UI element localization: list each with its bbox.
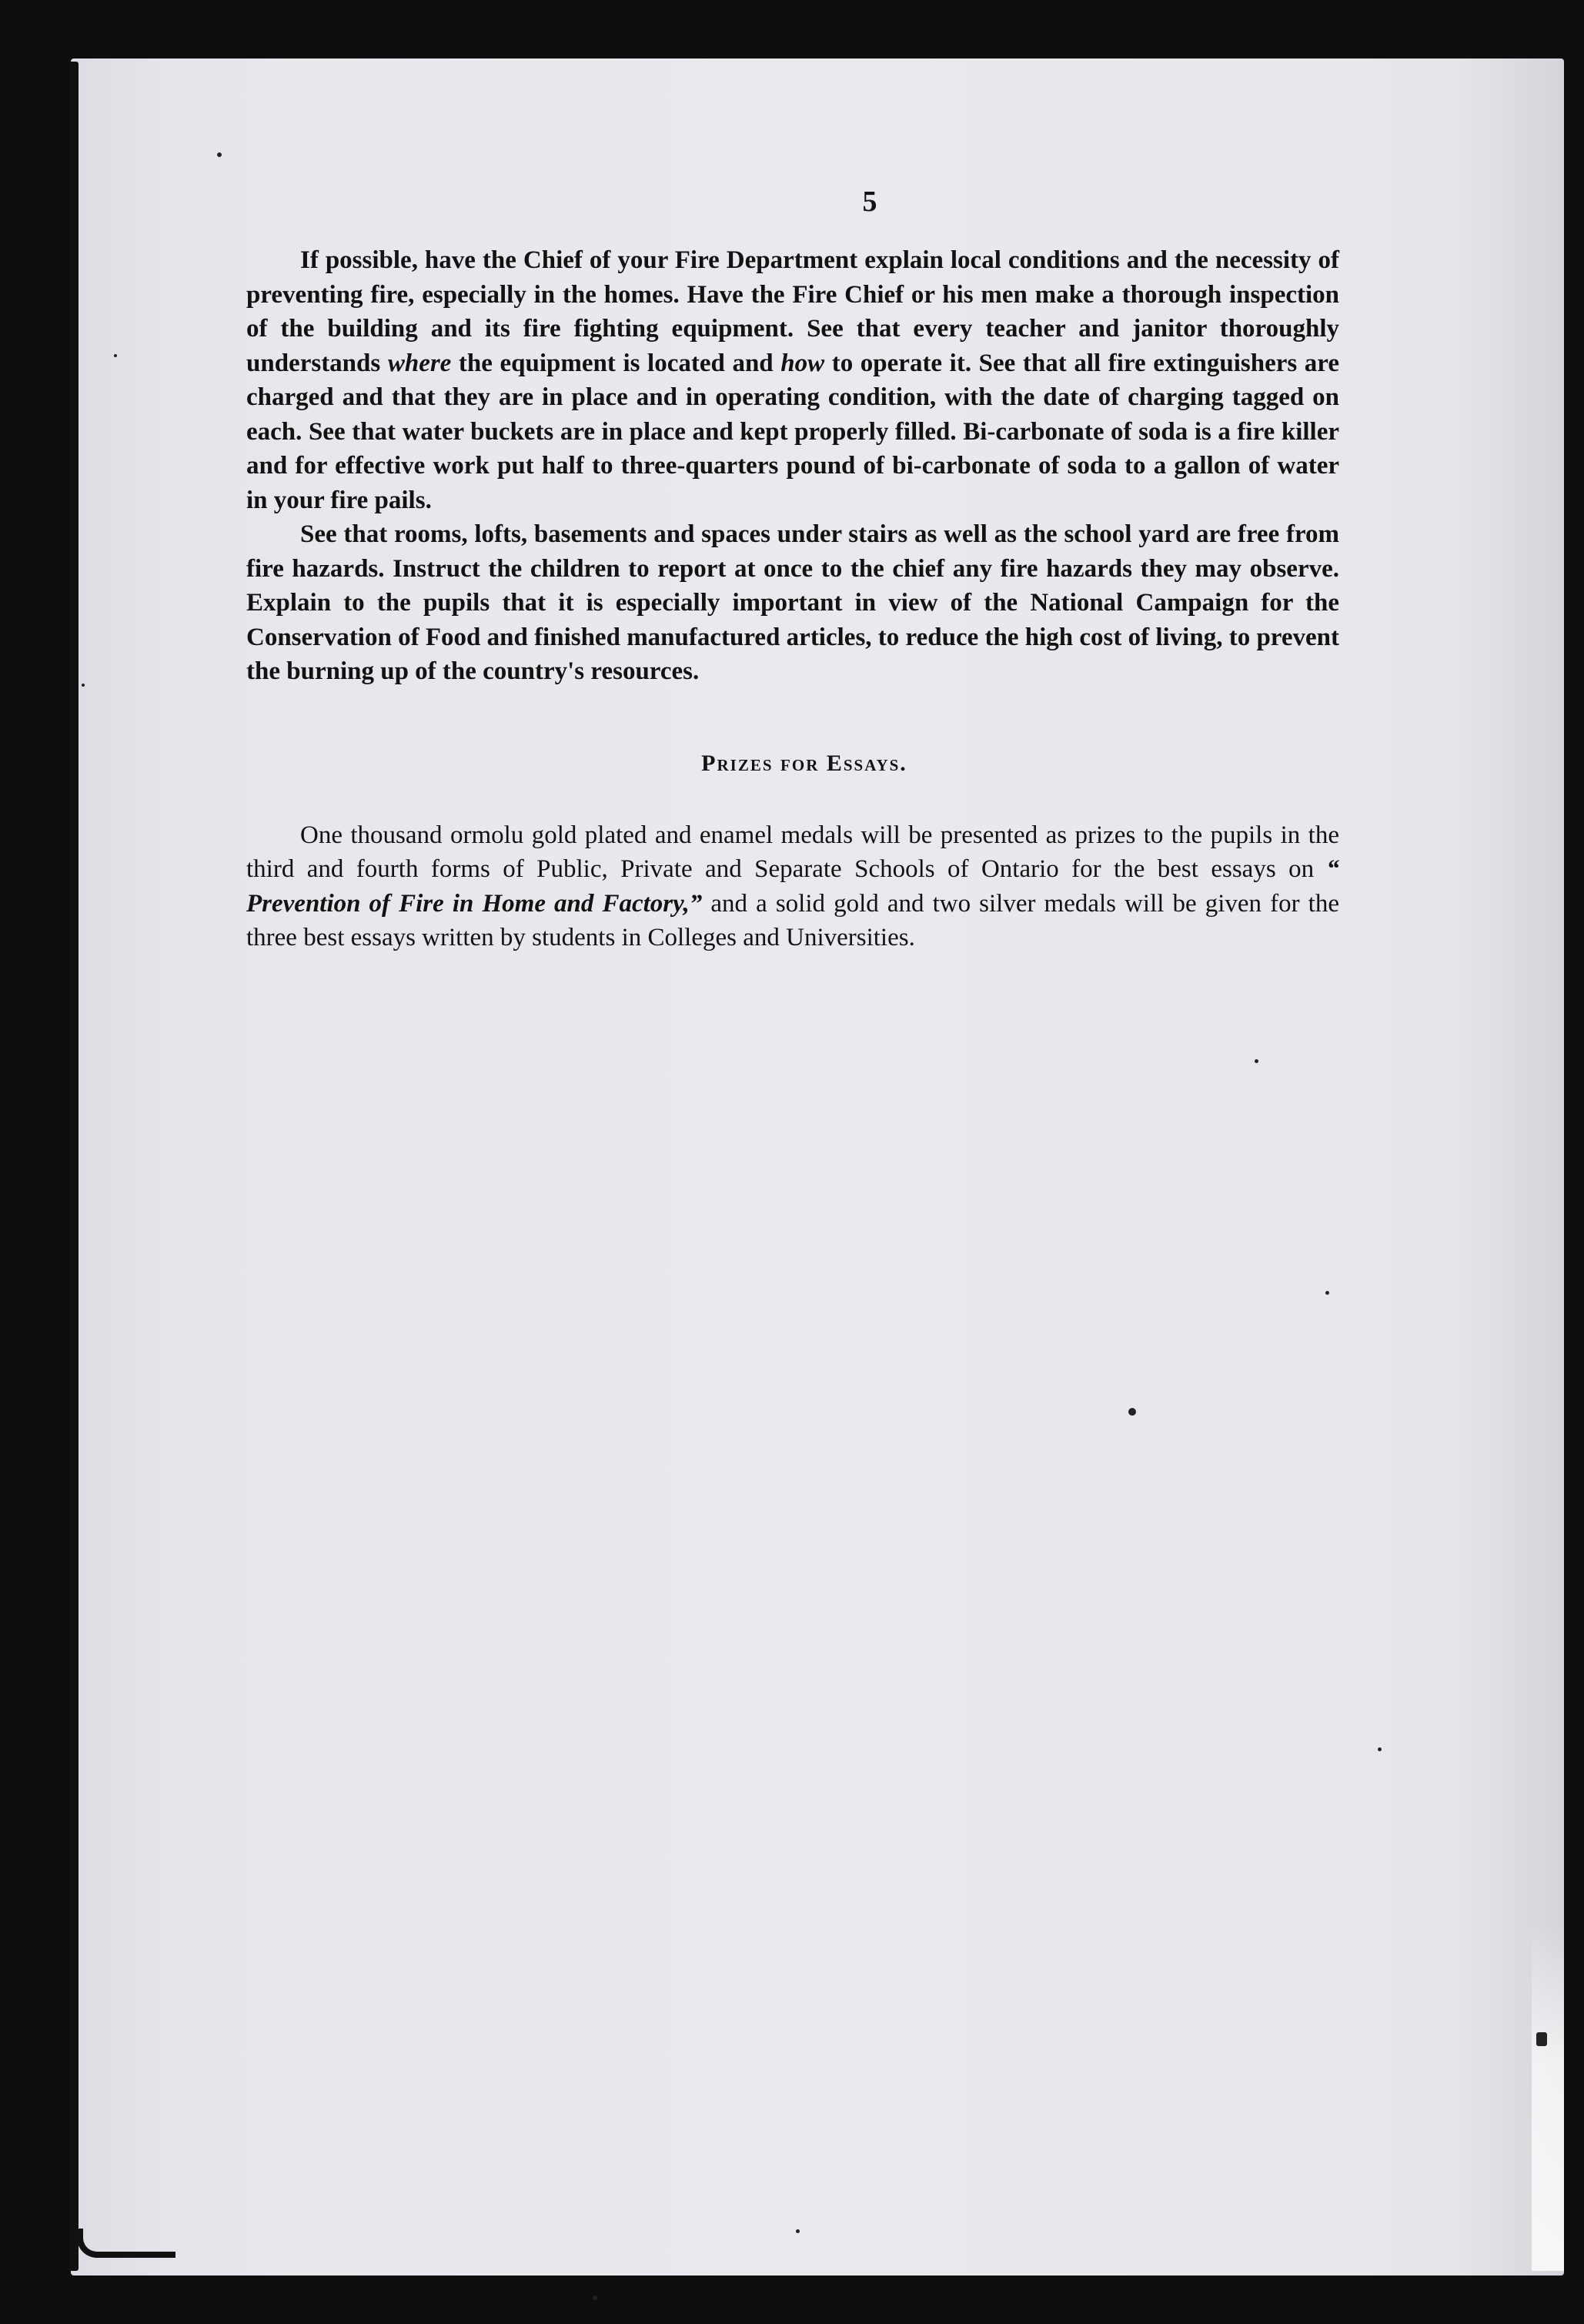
emphasis-how: how [780,349,825,377]
paragraph-fire-hazards: See that rooms, lofts, basements and spaces under stairs as well as the school yard are free from fire hazards. Instruct the children to report at once to the chief any fire hazards they may observe. Explain to the pupils that it is especially important in view of the National Campaign for the Conservation of Food and finished manufactured articles, to reduce the high cost of living, to prevent the burning up of the country's resources. [246,520,1339,685]
dust-speck [114,354,117,357]
dust-speck [1378,1747,1382,1751]
paragraph-text: the equipment is located and [451,349,781,377]
section-heading: Prizes for Essays. [701,750,907,776]
dust-speck [1325,1291,1329,1295]
paragraph-fire-chief-inspection [246,243,1339,517]
dust-speck [217,152,222,157]
paragraph-essay-prizes [246,818,1339,955]
page-number: 5 [862,186,877,218]
binding-edge-corner [77,2229,175,2258]
dust-speck [1128,1408,1136,1416]
paragraph-text: and a solid gold and two silver medals will be given for the three best essays written by students in Colleges and Universities. [246,889,1339,951]
dust-speck [593,2296,597,2300]
emphasis-where: where [387,349,452,377]
dust-speck [1536,2032,1547,2046]
page-edge-glare [1532,1924,1564,2271]
binding-edge [69,62,79,2271]
dust-speck [1255,1059,1258,1063]
paragraph-text: One thousand ormolu gold plated and enamel medals will be presented as prizes to the pupils in the third and fourth forms of Public, Private and Separate Schools of Ontario for the best essays on [246,821,1339,883]
paragraph-text: If possible, have the Chief of your Fire Department explain local conditions and the necessity of preventing fire, especially in the homes. Have the Fire Chief or his men make a thorough inspection of the building and its fire fighting equipment. See that every teacher and janitor thoroughly understands [246,246,1339,377]
paragraph-text: to operate it. See that all fire extinguishers are charged and that they are in place and in operating condition, with the date of charging tagged on each. See that water buckets are in place and kept properly filled. Bi-carbonate of soda is a fire killer and for effective work put half to three-quarters pound of bi-carbonate of soda to a gallon of water in your fire pails. [246,349,1340,514]
document-body [246,185,1339,955]
dust-speck [796,2229,800,2233]
dust-speck [82,684,85,687]
essay-title: “ Prevention of Fire in Home and Factory,” [246,855,1339,918]
